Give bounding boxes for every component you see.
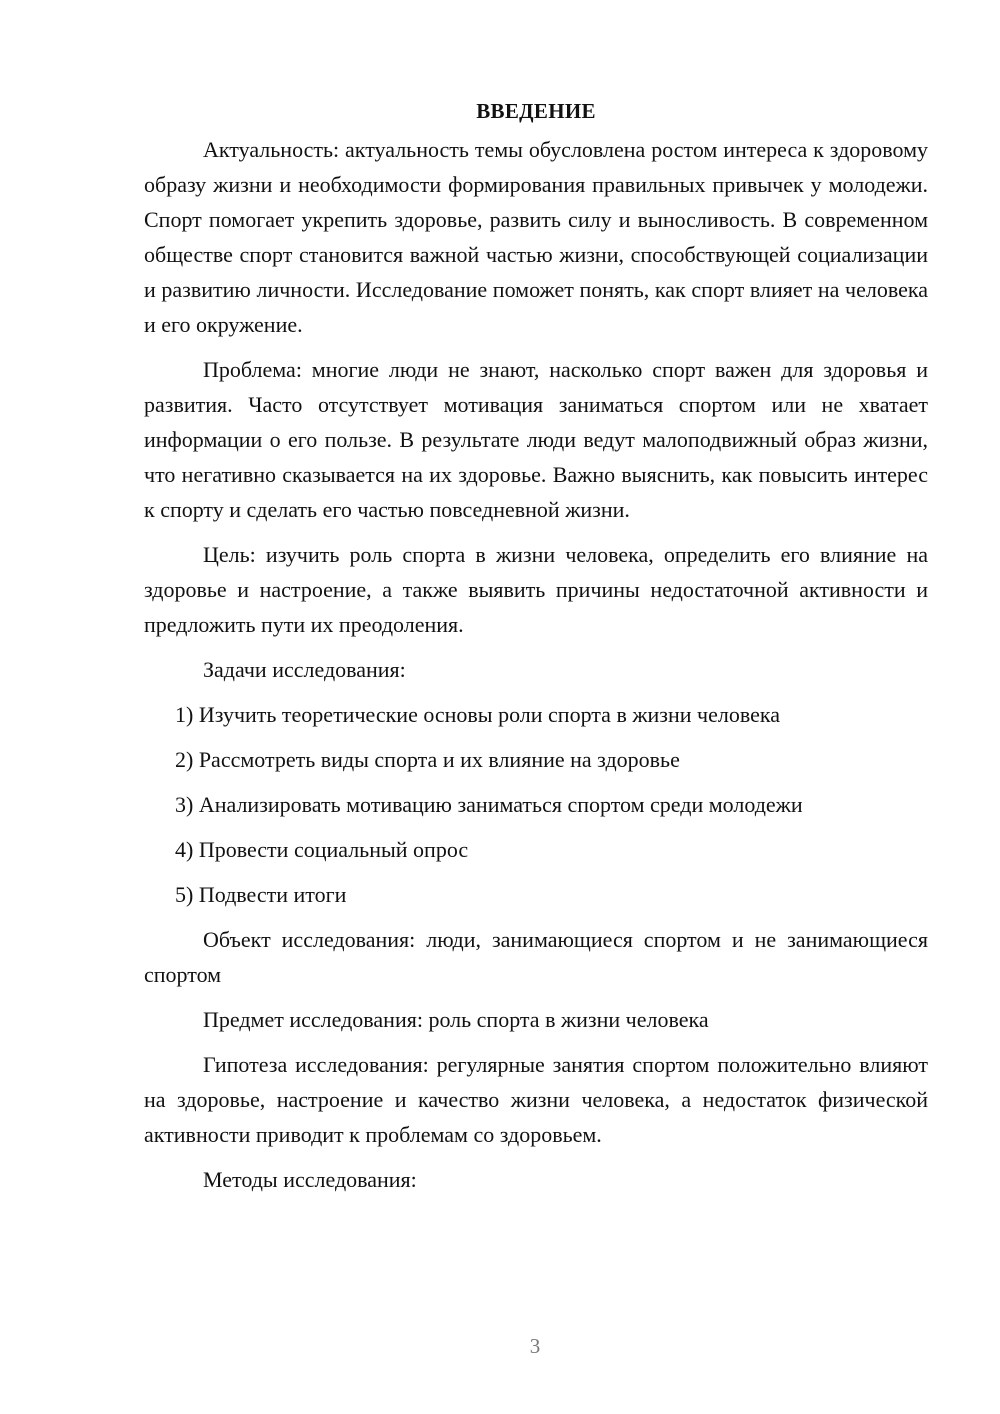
paragraph-subject: Предмет исследования: роль спорта в жизни человека (203, 1007, 709, 1032)
task-item-4: 4) Провести социальный опрос (175, 837, 469, 862)
methods-heading: Методы исследования: (203, 1167, 417, 1192)
task-item-1: 1) Изучить теоретические основы роли спорта в жизни человека (175, 702, 780, 727)
paragraph-goal: Цель: изучить роль спорта в жизни человека, определить его влияние на здоровье и настроение, а также выявить причины недостаточной активности и предложить пути их преодоления. (144, 542, 928, 637)
paragraph-relevance: Актуальность: актуальность темы обусловлена ростом интереса к здоровому образу жизни и необходимости формирования правильных привычек у молодежи. Спорт помогает укрепить здоровье, развить силу и выносливость. В современном обществе спорт становится важной частью жизни, способствующей социализации и развитию личности. Исследование поможет понять, как спорт влияет на человека и его окружение. (144, 137, 928, 337)
tasks-list (144, 697, 928, 912)
task-item-2: 2) Рассмотреть виды спорта и их влияние на здоровье (175, 747, 680, 772)
paragraph-problem: Проблема: многие люди не знают, насколько спорт важен для здоровья и развития. Часто отсутствует мотивация заниматься спортом или не хватает информации о его пользе. В результате люди ведут малоподвижный образ жизни, что негативно сказывается на их здоровье. Важно выяснить, как повысить интерес к спорту и сделать его частью повседневной жизни. (144, 357, 928, 522)
paragraph-object: Объект исследования: люди, занимающиеся спортом и не занимающиеся спортом (144, 927, 928, 987)
task-item-5: 5) Подвести итоги (175, 882, 347, 907)
tasks-heading: Задачи исследования: (203, 657, 406, 682)
page-title: ВВЕДЕНИЕ (476, 99, 596, 123)
paragraph-hypothesis: Гипотеза исследования: регулярные занятия спортом положительно влияют на здоровье, настроение и качество жизни человека, а недостаток физической активности приводит к проблемам со здоровьем. (144, 1052, 928, 1147)
page-content (144, 94, 928, 1207)
task-item-3: 3) Анализировать мотивацию заниматься спортом среди молодежи (175, 792, 803, 817)
page-number: 3 (529, 1334, 541, 1358)
